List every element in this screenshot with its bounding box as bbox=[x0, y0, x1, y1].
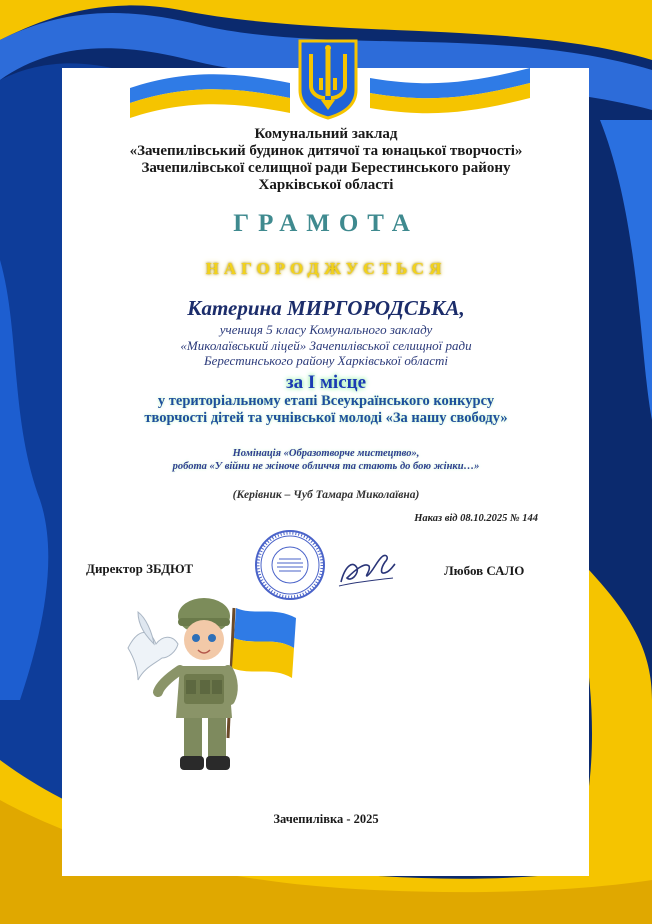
nomination-line: Номінація «Образотворче мистецтво», bbox=[232, 448, 420, 459]
trident-icon bbox=[297, 38, 359, 120]
recipient-name: Катерина МИРГОРОДСЬКА, bbox=[187, 296, 465, 320]
institution-line: «Зачепилівський будинок дитячої та юнацької творчості» bbox=[129, 143, 523, 159]
leader-text: (Керівник – Чуб Тамара Миколаївна) bbox=[232, 489, 420, 501]
institution-block bbox=[0, 126, 652, 194]
recipient-info-line: «Миколаївський ліцей» Зачепилівської селищної ради bbox=[180, 337, 472, 353]
institution-line: Харківської області bbox=[258, 177, 394, 193]
awarded-heading: НАГОРОДЖУЄТЬСЯ bbox=[205, 259, 447, 278]
handwritten-signature bbox=[335, 546, 397, 591]
certificate-title: ГРАМОТА bbox=[233, 210, 419, 237]
nomination-block bbox=[0, 447, 652, 473]
institution-line: Зачепилівської селищної ради Берестинського району bbox=[141, 160, 511, 176]
contest-line: творчості дітей та учнівської молоді «За нашу свободу» bbox=[144, 410, 508, 426]
director-position: Директор ЗБДЮТ bbox=[86, 561, 194, 576]
institution-line: Комунальний заклад bbox=[254, 126, 398, 142]
contest-block bbox=[0, 393, 652, 427]
child-soldier-illustration bbox=[124, 588, 310, 784]
order-text: Наказ від 08.10.2025 № 144 bbox=[414, 513, 538, 524]
recipient-info bbox=[0, 322, 652, 369]
recipient-info-line: учениця 5 класу Комунального закладу bbox=[219, 322, 433, 337]
signer-name: Любов САЛО bbox=[444, 563, 525, 578]
city-year: Зачепилівка - 2025 bbox=[273, 812, 379, 826]
nomination-line: робота «У війни не жіноче обличчя та стають до бою жінки…» bbox=[172, 461, 480, 472]
recipient-info-line: Берестинського району Харківської області bbox=[203, 353, 449, 368]
place-text: за І місце bbox=[285, 372, 367, 393]
contest-line: у територіальному етапі Всеукраїнського конкурсу bbox=[157, 393, 495, 409]
